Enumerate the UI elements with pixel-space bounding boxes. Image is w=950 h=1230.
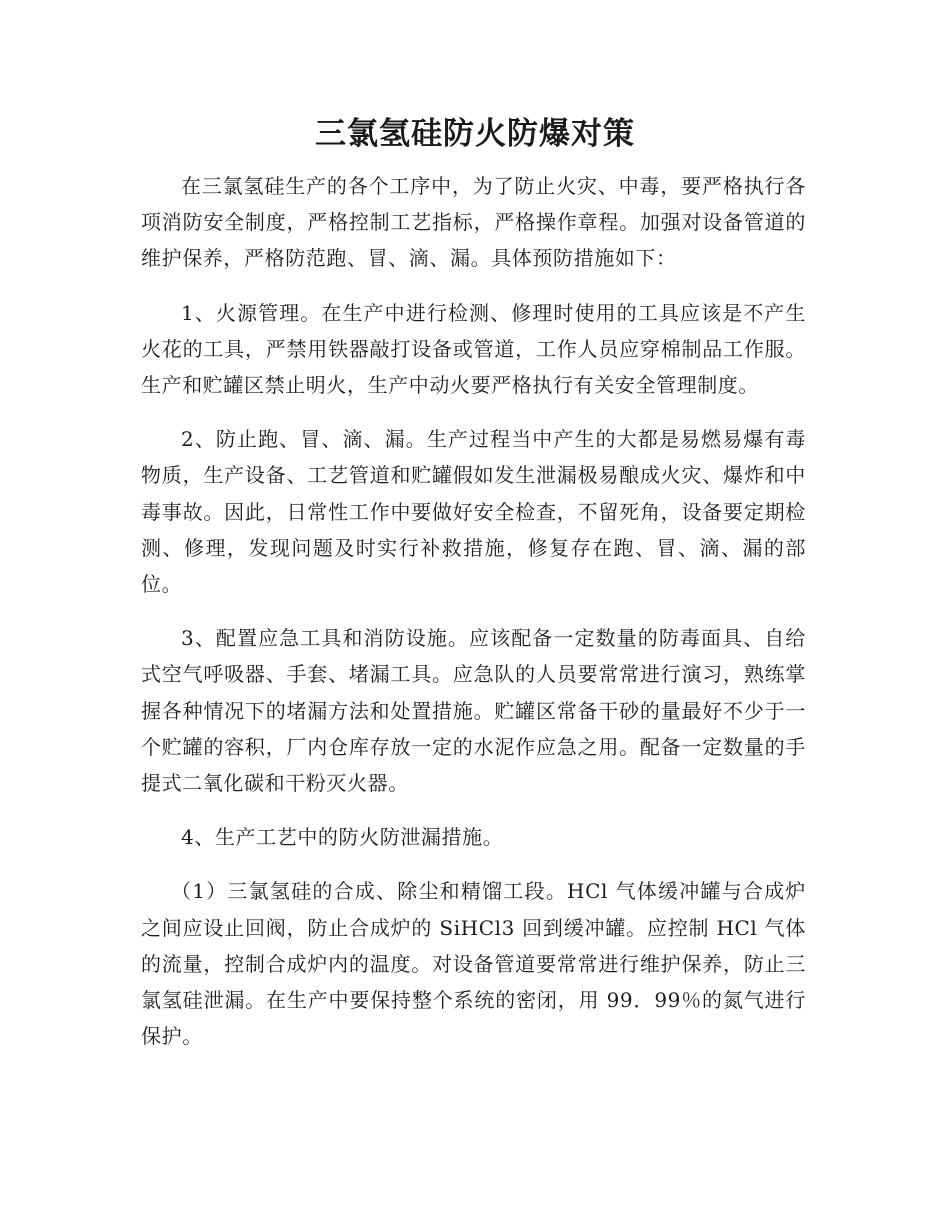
paragraph-leak-prevention: 2、防止跑、冒、滴、漏。生产过程当中产生的大都是易燃易爆有毒物质，生产设备、工艺管道和贮罐假如发生泄漏极易酿成火灾、爆炸和中毒事故。因此，日常性工作中要做好安全检查，不留死角，设备要定期检测、修理，发现问题及时实行补救措施，修复存在跑、冒、滴、漏的部位。: [141, 427, 806, 597]
document-title: 三氯氢硅防火防爆对策: [315, 116, 635, 152]
paragraph-process-measures: 4、生产工艺中的防火防泄漏措施。: [181, 825, 504, 850]
paragraph-fire-source: 1、火源管理。在生产中进行检测、修理时使用的工具应该是不产生火花的工具，严禁用铁器敲打设备或管道，工作人员应穿棉制品工作服。生产和贮罐区禁止明火，生产中动火要严格执行有关安全管理制度。: [141, 300, 806, 398]
document-body: [141, 168, 806, 1072]
paragraph-synthesis-section: （1）三氯氢硅的合成、除尘和精馏工段。HCl 气体缓冲罐与合成炉之间应设止回阀，防止合成炉的 SiHCl3 回到缓冲罐。应控制 HCl 气体的流量，控制合成炉内的温度。对设备管道要常常进行维护保养，防止三氯氢硅泄漏。在生产中要保持整个系统的密闭，用 99．99％的氮气进行保护。: [141, 879, 806, 1049]
paragraph-emergency-tools: 3、配置应急工具和消防设施。应该配备一定数量的防毒面具、自给式空气呼吸器、手套、堵漏工具。应急队的人员要常常进行演习，熟练掌握各种情况下的堵漏方法和处置措施。贮罐区常备干砂的量最好不少于一个贮罐的容积，厂内仓库存放一定的水泥作应急之用。配备一定数量的手提式二氧化碳和干粉灭火器。: [141, 626, 806, 796]
intro-paragraph: 在三氯氢硅生产的各个工序中，为了防止火灾、中毒，要严格执行各项消防安全制度，严格控制工艺指标，严格操作章程。加强对设备管道的维护保养，严格防范跑、冒、滴、漏。具体预防措施如下：: [141, 174, 806, 271]
